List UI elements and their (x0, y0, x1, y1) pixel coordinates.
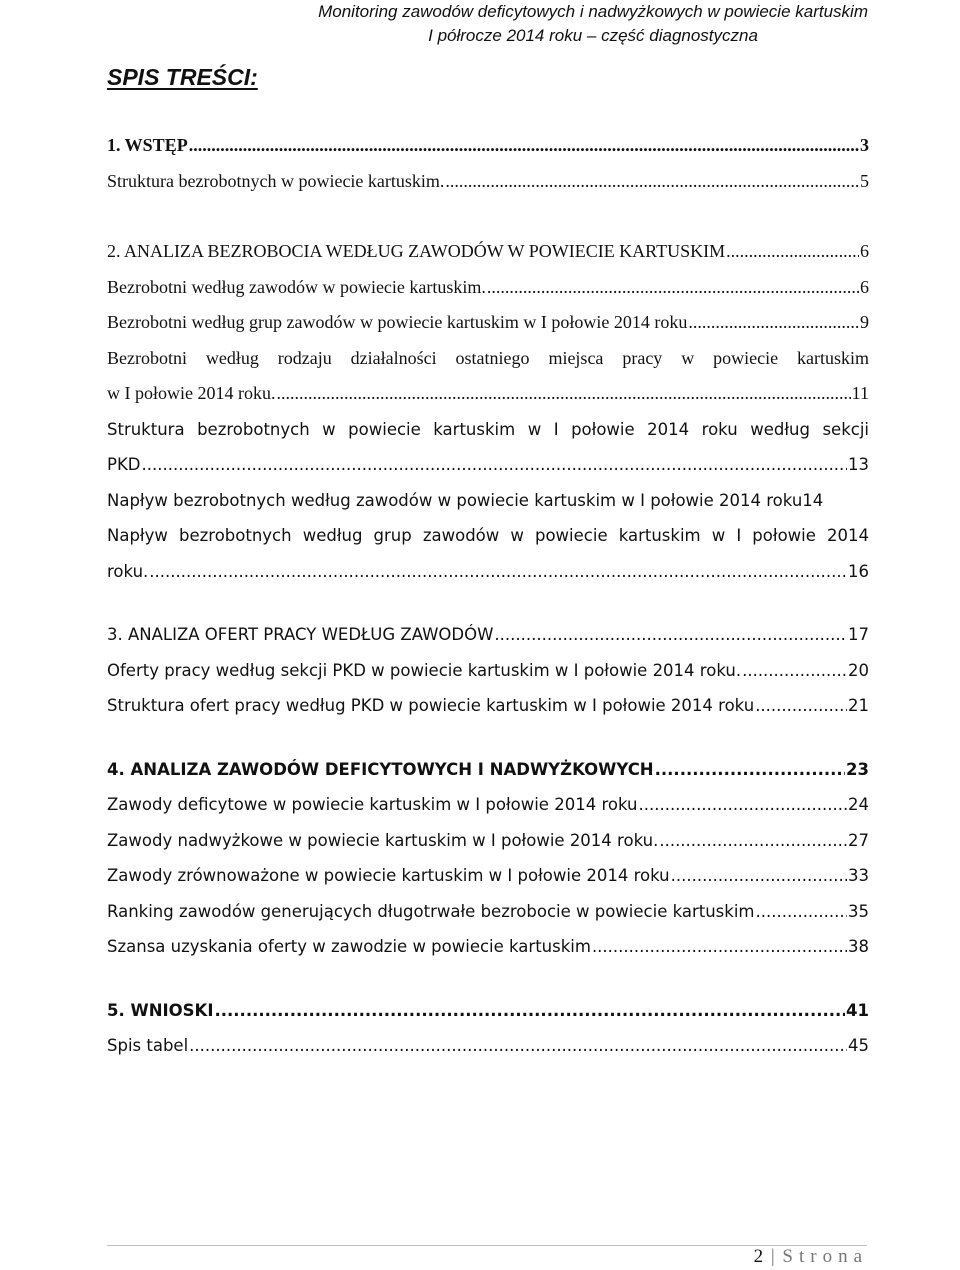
toc-leader (149, 554, 847, 590)
page-header (318, 0, 868, 48)
toc-entry-label: Zawody deficytowe w powiecie kartuskim w I połowie 2014 roku (107, 795, 638, 814)
toc-entry-page: 6 (860, 241, 869, 261)
toc-entry-label: Bezrobotni według zawodów w powiecie kartuskim. (107, 276, 486, 297)
toc-leader (487, 270, 859, 306)
toc-section-2 (107, 234, 869, 589)
toc-entry-page: 5 (860, 170, 869, 191)
page-footer (754, 1246, 868, 1268)
toc-entry-page: 16 (848, 561, 869, 581)
toc-leader (592, 929, 847, 965)
toc-leader (755, 688, 847, 724)
toc-entry[interactable] (107, 858, 869, 894)
toc-leader (659, 823, 847, 859)
toc-entry[interactable] (107, 1028, 869, 1064)
toc-entry-label: Spis tabel (107, 1036, 189, 1055)
toc-entry[interactable] (107, 412, 869, 483)
toc-leader (742, 653, 847, 689)
toc-leader (655, 752, 845, 788)
toc-entry-page: 41 (846, 1000, 869, 1020)
toc-entry-label: Zawody nadwyżkowe w powiecie kartuskim w I połowie 2014 roku. (107, 830, 659, 850)
toc-section-4 (107, 752, 869, 965)
toc-entry-page: 3 (860, 135, 869, 155)
toc-leader (141, 447, 847, 483)
toc-entry-page: 11 (851, 383, 869, 403)
toc-entry-label: Oferty pracy według sekcji PKD w powiecie kartuskim w I połowie 2014 roku. (107, 660, 742, 680)
toc-entry-label: Zawody zrównoważone w powiecie kartuskim w I połowie 2014 roku (107, 866, 670, 885)
toc-entry-label: Ranking zawodów generujących długotrwałe bezrobocie w powiecie kartuskim (107, 901, 755, 921)
toc-leader (189, 1028, 847, 1064)
toc-title: SPIS TREŚCI: (107, 64, 258, 90)
toc-entry[interactable] (107, 752, 869, 788)
toc-entry-page: 33 (848, 866, 869, 885)
toc-entry-page: 14 (802, 490, 824, 510)
toc-leader (688, 305, 859, 341)
toc-entry-label: Struktura ofert pracy według PKD w powiecie kartuskim w I połowie 2014 roku (107, 696, 755, 715)
toc-leader (494, 617, 847, 653)
toc-entry-label: 4. ANALIZA ZAWODÓW DEFICYTOWYCH I NADWYŻKOWYCH (107, 759, 654, 779)
toc-entry-page: 13 (848, 455, 869, 474)
toc-entry-page: 35 (848, 901, 869, 921)
toc-entry-label: Bezrobotni według rodzaju działalności ostatniego miejsca pracy w powiecie kartuskim (107, 347, 869, 368)
toc-entry-page: 23 (846, 759, 869, 779)
toc-entry[interactable] (107, 993, 869, 1029)
toc-entry-label-continued: roku. (107, 561, 149, 581)
toc-entry-page: 38 (848, 937, 869, 956)
toc-entry-label-continued: w I połowie 2014 roku. (107, 383, 276, 403)
toc-leader (214, 993, 845, 1029)
toc-entry-label: 1. WSTĘP (107, 135, 188, 155)
toc-entry[interactable] (107, 823, 869, 859)
footer-page-word: Strona (782, 1246, 868, 1267)
toc-leader (189, 128, 859, 164)
toc-entry[interactable] (107, 617, 869, 653)
toc-entry[interactable] (107, 305, 869, 341)
toc-section-3 (107, 617, 869, 724)
toc-entry-label: 5. WNIOSKI (107, 1000, 214, 1020)
toc-entry[interactable] (107, 483, 869, 519)
toc-leader (671, 858, 847, 894)
header-title: Monitoring zawodów deficytowych i nadwyżkowych w powiecie kartuskim (318, 2, 868, 21)
toc-entry[interactable] (107, 894, 869, 930)
toc-entry[interactable] (107, 688, 869, 724)
toc-entry-label: Struktura bezrobotnych w powiecie kartuskim. (107, 170, 445, 191)
toc-entry[interactable] (107, 341, 869, 412)
toc-entry[interactable] (107, 653, 869, 689)
toc-entry-page: 27 (848, 830, 869, 850)
toc-entry[interactable] (107, 518, 869, 589)
toc-entry-page: 24 (848, 795, 869, 814)
toc-entry[interactable] (107, 128, 869, 164)
toc-entry-label: 3. ANALIZA OFERT PRACY WEDŁUG ZAWODÓW (107, 625, 494, 644)
toc-entry-label: 2. ANALIZA BEZROBOCIA WEDŁUG ZAWODÓW W POWIECIE KARTUSKIM (107, 241, 726, 261)
toc-entry-label: Bezrobotni według grup zawodów w powiecie kartuskim w I połowie 2014 roku (107, 312, 688, 332)
toc-leader (638, 787, 847, 823)
toc-leader (726, 234, 859, 270)
toc-entry-label: Struktura bezrobotnych w powiecie kartuskim w I połowie 2014 roku według sekcji (107, 419, 869, 439)
toc-entry[interactable] (107, 234, 869, 270)
toc-entry[interactable] (107, 787, 869, 823)
toc-section-1 (107, 128, 869, 199)
toc-leader (276, 376, 850, 412)
toc-entry-label: Szansa uzyskania oferty w zawodzie w powiecie kartuskim (107, 937, 591, 956)
toc-entry-page: 20 (848, 660, 869, 680)
page-number: 2 (753, 1246, 764, 1267)
table-of-contents (107, 128, 869, 1099)
toc-entry[interactable] (107, 929, 869, 965)
header-subtitle: I półrocze 2014 roku – część diagnostyczna (428, 26, 758, 45)
toc-entry-page: 21 (848, 696, 869, 715)
toc-entry-label-continued: PKD (107, 455, 141, 474)
toc-entry-page: 45 (848, 1036, 869, 1055)
toc-entry[interactable] (107, 164, 869, 200)
toc-entry-page: 17 (848, 625, 869, 644)
toc-leader (755, 894, 847, 930)
toc-entry-label: Napływ bezrobotnych według grup zawodów w powiecie kartuskim w I połowie 2014 (107, 526, 869, 545)
toc-entry[interactable] (107, 270, 869, 306)
toc-section-5 (107, 993, 869, 1064)
footer-separator: | (770, 1246, 775, 1267)
toc-entry-page: 9 (860, 312, 869, 332)
toc-leader (445, 164, 859, 200)
toc-entry-page: 6 (860, 276, 869, 297)
toc-entry-label: Napływ bezrobotnych według zawodów w powiecie kartuskim w I połowie 2014 roku (107, 490, 803, 510)
